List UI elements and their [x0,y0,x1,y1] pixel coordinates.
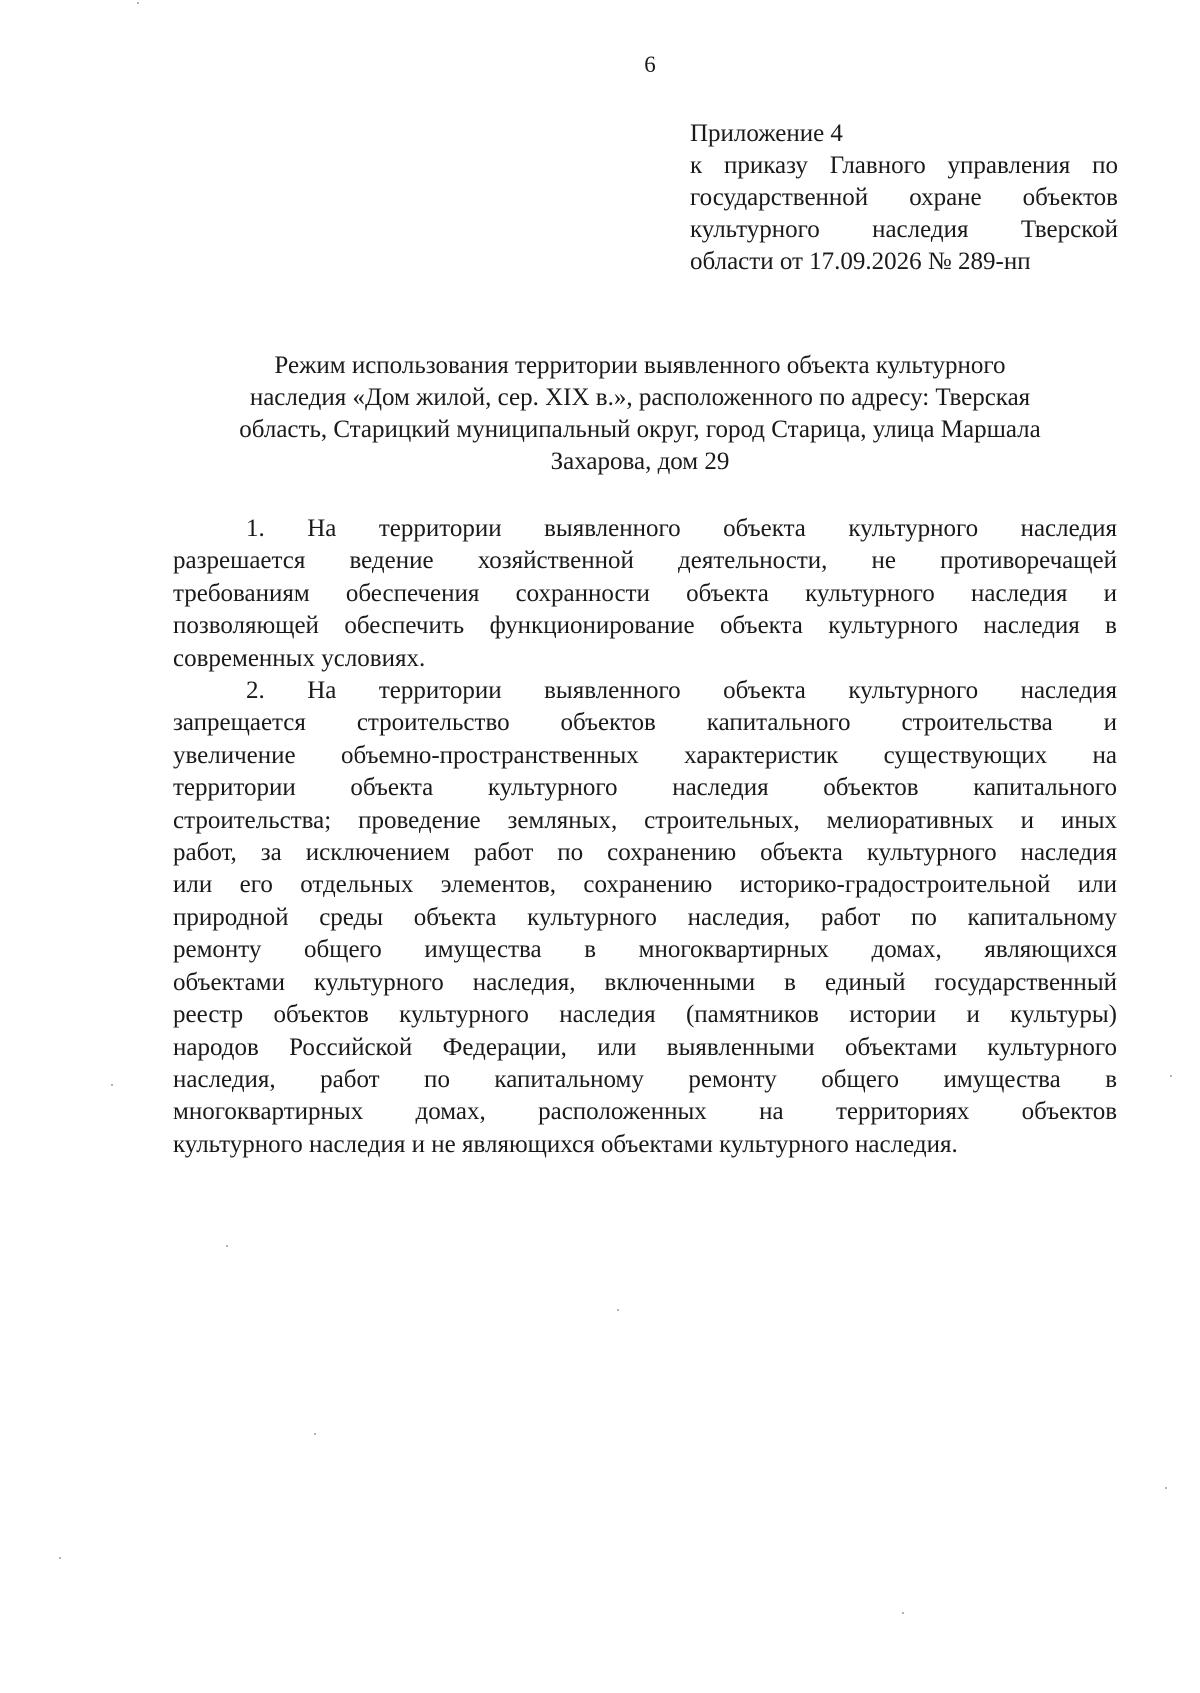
title-line: Режим использования территории выявленного объекта культурного [274,352,1006,379]
paragraph-line: территории объекта культурного наследия объектов капитального [173,774,1117,802]
paragraph-2 [173,675,1117,1161]
paragraph-line: реестр объектов культурного наследия (памятников истории и культуры) [173,1001,1117,1029]
paragraph-line: объектами культурного наследия, включенными в единый государственный [173,968,1117,996]
appendix-line: области от 17.09.2026 № 289-нп [690,248,1031,275]
appendix-line: к приказу Главного управления по [690,152,1118,179]
paragraph-line: работ, за исключением работ по сохранению объекта культурного наследия [173,839,1117,867]
appendix-header [690,118,1118,278]
title-line: область, Старицкий муниципальный округ, город Старица, улица Маршала [239,416,1041,443]
scan-speck [1165,1487,1167,1489]
scan-speck [1170,1075,1172,1077]
paragraph-line: разрешается ведение хозяйственной деятельности, не противоречащей [173,547,1117,575]
paragraph-line: современных условиях. [173,644,426,672]
paragraph-1 [173,513,1117,675]
paragraph-line: многоквартирных домах, расположенных на территориях объектов [173,1098,1117,1126]
scan-speck [137,2,139,4]
title-line: наследия «Дом жилой, сер. XIX в.», расположенного по адресу: Тверская [249,384,1031,411]
paragraph-line: культурного наследия и не являющихся объектами культурного наследия. [173,1130,958,1158]
paragraph-line: ремонту общего имущества в многоквартирных домах, являющихся [173,936,1117,964]
document-body [173,513,1117,1161]
paragraph-line: народов Российской Федерации, или выявленными объектами культурного [173,1033,1117,1061]
paragraph-line: увеличение объемно-пространственных характеристик существующих на [173,741,1117,769]
paragraph-line: требованиям обеспечения сохранности объекта культурного наследия и [173,579,1117,607]
appendix-line: культурного наследия Тверской [690,216,1118,243]
paragraph-line: 2. На территории выявленного объекта культурного наследия [246,677,1117,705]
paragraph-line: природной среды объекта культурного наследия, работ по капитальному [173,903,1117,931]
title-line: Захарова, дом 29 [550,448,730,475]
paragraph-line: строительства; проведение земляных, строительных, мелиоративных и иных [173,806,1117,834]
scan-speck [111,1084,113,1086]
scan-speck [902,1612,904,1614]
appendix-line: государственной охране объектов [690,184,1118,211]
paragraph-line: наследия, работ по капитальному ремонту общего имущества в [173,1065,1117,1093]
scan-speck [226,1245,228,1247]
page-number: 6 [644,52,656,77]
scan-speck [59,1557,61,1559]
paragraph-line: или его отдельных элементов, сохранению историко-градостроительной или [173,871,1117,899]
appendix-line: Приложение 4 [690,120,843,147]
scan-speck [617,1309,619,1311]
scan-speck [314,1433,316,1435]
document-title [170,350,1110,478]
paragraph-line: 1. На территории выявленного объекта культурного наследия [246,515,1117,542]
paragraph-line: позволяющей обеспечить функционирование объекта культурного наследия в [173,612,1117,640]
paragraph-line: запрещается строительство объектов капитального строительства и [173,709,1117,737]
